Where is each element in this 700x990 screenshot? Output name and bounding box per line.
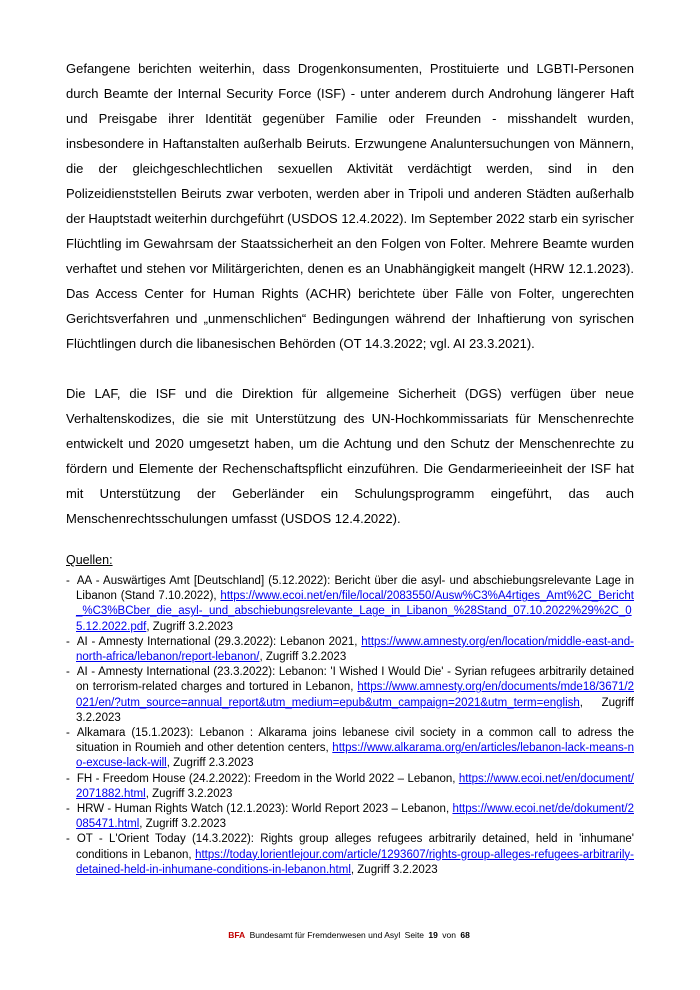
- source-item: [66, 802, 634, 832]
- footer-page-number: 19: [428, 930, 438, 940]
- footer-bfa-logo: BFA: [228, 930, 246, 940]
- source-text: , Zugriff 3.2.2023: [145, 787, 233, 800]
- source-item: [66, 832, 634, 878]
- source-bullet: -: [66, 772, 70, 785]
- source-item: [66, 726, 634, 772]
- source-text: OT - L'Orient Today (14.3.2022): Rights group alleges refugees arbitrarily detained, held in 'inhumane' conditions in Lebanon,: [76, 833, 634, 861]
- source-text: AI - Amnesty International (23.3.2022): Lebanon: 'I Wished I Would Die' - Syrian refugees arbitrarily detained on terrorism-related charges and tortured in Lebanon,: [76, 666, 634, 694]
- source-text: AA - Auswärtiges Amt [Deutschland] (5.12.2022): Bericht über die asyl- und abschiebungsrelevante Lage in Libanon (Stand 7.10.2022),: [76, 575, 634, 603]
- page-content: [66, 56, 634, 878]
- source-bullet: -: [66, 803, 70, 816]
- source-link[interactable]: https://today.lorientlejour.com/article/1293607/rights-group-alleges-refugees-arbitrarily-detained-held-in-inhumane-conditions-in-lebanon.html: [76, 848, 634, 876]
- source-text: AI - Amnesty International (29.3.2022): Lebanon 2021,: [76, 635, 362, 648]
- source-text: , Zugriff 3.2.2023: [139, 818, 227, 831]
- source-link[interactable]: https://www.amnesty.org/en/location/middle-east-and-north-africa/lebanon/report-lebanon/: [76, 635, 634, 664]
- source-link[interactable]: https://www.amnesty.org/en/documents/mde18/3671/2021/en/?utm_source=annual_report&utm_medium=epub&utm_campaign=2021&utm_term=english: [76, 681, 634, 709]
- source-text: , Zugriff 3.2.2023: [350, 863, 438, 876]
- source-item: [66, 665, 634, 726]
- sources-heading: Quellen:: [66, 553, 113, 567]
- paragraph-detention-abuse: Gefangene berichten weiterhin, dass Drogenkonsumenten, Prostituierte und LGBTI-Personen durch Beamte der Internal Security Force (ISF) - unter anderem durch Androhung längerer Haft und Preisgabe ihrer Identität gegenüber Familie oder Freunden - misshandelt wurden, insbesondere in Haftanstalten außerhalb Beiruts. Erzwungene Analuntersuchungen von Männern, die der gleichgeschlechtlichen sexuellen Aktivität verdächtigt werden, sind in den Polizeidienststellen Beiruts zwar verboten, werden aber in Tripoli und anderen Städten außerhalb der Hauptstadt weiterhin durchgeführt (USDOS 12.4.2022). Im September 2022 starb ein syrischer Flüchtling im Gewahrsam der Staatssicherheit an den Folgen von Folter. Mehrere Beamte wurden verhaftet und stehen vor Militärgerichten, denen es an Unabhängigkeit mangelt (HRW 12.1.2023). Das Access Center for Human Rights (ACHR) berichtete über Fälle von Folter, ungerechten Gerichtsverfahren und „unmenschlichen“ Bedingungen während der Inhaftierung von syrischen Flüchtlingen durch die libanesischen Behörden (OT 14.3.2022; vgl. AI 23.3.2021).: [66, 61, 634, 351]
- footer-of-label: von: [442, 930, 456, 940]
- footer-total-pages: 68: [460, 930, 470, 940]
- source-item: [66, 635, 634, 665]
- sources-list: [66, 574, 634, 878]
- source-bullet: -: [66, 575, 70, 587]
- source-text: , Zugriff 3.2.2023: [76, 696, 634, 724]
- source-text: , Zugriff 3.2.2023: [259, 651, 347, 664]
- source-link[interactable]: https://www.alkarama.org/en/articles/lebanon-lack-means-no-excuse-lack-will: [76, 742, 634, 770]
- source-item: [66, 574, 634, 635]
- source-text: , Zugriff 3.2.2023: [146, 620, 234, 633]
- source-text: HRW - Human Rights Watch (12.1.2023): World Report 2023 – Lebanon,: [76, 803, 453, 816]
- paragraph-codes-of-conduct: Die LAF, die ISF und die Direktion für allgemeine Sicherheit (DGS) verfügen über neue Verhaltenskodizes, die sie mit Unterstützung des UN-Hochkommissariats für Menschenrechte entwickelt und 2020 umgesetzt haben, um die Achtung und den Schutz der Menschenrechte zu fördern und Elemente der Rechenschaftspflicht einzuführen. Die Gendarmerieeinheit der ISF hat mit Unterstützung der Geberländer ein Schulungsprogramm eingeführt, das auch Menschenrechtsschulungen umfasst (USDOS 12.4.2022).: [66, 386, 634, 526]
- source-bullet: -: [66, 727, 70, 740]
- source-bullet: -: [66, 666, 70, 679]
- source-link[interactable]: https://www.ecoi.net/en/file/local/2083550/Ausw%C3%A4rtiges_Amt%2C_Bericht_%C3%BCber_die_asyl-_und_abschiebungsrelevante_Lage_in_Libanon_%28Stand_07.10.2022%29%2C_05.12.2022.pdf: [76, 590, 634, 633]
- footer-org-name: Bundesamt für Fremdenwesen und Asyl: [249, 930, 401, 940]
- footer-page-label: Seite: [404, 930, 425, 940]
- source-text: Alkamara (15.1.2023): Lebanon : Alkarama joins lebanese civil society in a common call to adress the situation in Roumieh and other detention centers,: [76, 727, 634, 755]
- source-link[interactable]: https://www.ecoi.net/en/document/2071882.html: [76, 772, 634, 800]
- source-item: [66, 772, 634, 802]
- source-bullet: -: [66, 635, 70, 648]
- source-text: , Zugriff 2.3.2023: [166, 757, 254, 770]
- source-text: FH - Freedom House (24.2.2022): Freedom in the World 2022 – Lebanon,: [76, 772, 459, 785]
- page-footer: [0, 930, 700, 940]
- source-link[interactable]: https://www.ecoi.net/de/dokument/2085471.html: [76, 803, 634, 831]
- source-bullet: -: [66, 833, 70, 846]
